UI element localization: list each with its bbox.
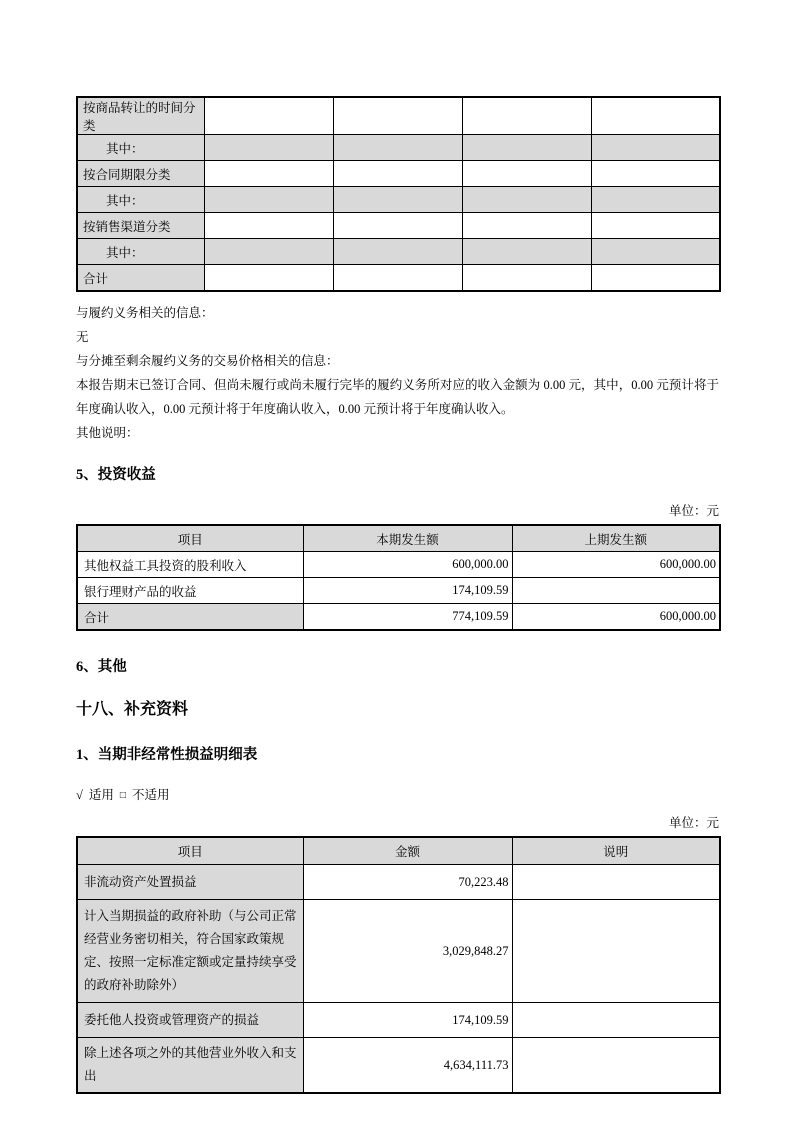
empty-cell [591,135,720,161]
table-row [77,900,720,1003]
empty-cell [204,265,333,292]
row-item: 银行理财产品的收益 [77,578,303,604]
empty-cell [204,135,333,161]
table-row [77,161,720,187]
empty-cell [204,187,333,213]
empty-cell [591,239,720,265]
table-row-total [77,604,720,631]
empty-cell [333,187,462,213]
current-amount-total: 774,109.59 [303,604,512,631]
remaining-obligation-paragraph: 本报告期末已签订合同、但尚未履行或尚未履行完毕的履约义务所对应的收入金额为 0.00 元，其中，0.00 元预计将于年度确认收入，0.00 元预计将于年度确认收入，0.00 元预计将于年度确认收入。 [76,378,719,416]
table-row [77,865,720,900]
empty-cell [462,97,591,135]
table-header-row [77,837,720,865]
table-row [77,135,720,161]
empty-cell [462,265,591,292]
empty-cell [333,161,462,187]
current-amount: 174,109.59 [303,578,512,604]
row-note [512,865,720,900]
empty-cell [462,187,591,213]
row-label: 按销售渠道分类 [77,213,204,239]
row-item-total: 合计 [77,604,303,631]
not-applicable-label: 不适用 [131,788,170,802]
row-amount: 70,223.48 [303,865,512,900]
row-amount: 4,634,111.73 [303,1038,512,1094]
empty-cell [204,213,333,239]
applicability-line [76,787,719,805]
empty-cell [591,161,720,187]
applicable-label: 适用 [88,788,114,802]
column-header-item: 项目 [77,525,303,552]
section-heading-others: 6、其他 [76,659,127,675]
other-note-label: 其他说明： [76,426,139,440]
row-note [512,900,720,1003]
table-row [77,265,720,292]
row-item: 计入当期损益的政府补助（与公司正常经营业务密切相关，符合国家政策规定、按照一定标准定额或定量持续享受的政府补助除外） [77,900,303,1003]
empty-cell [462,239,591,265]
row-note [512,1003,720,1038]
empty-cell [591,213,720,239]
empty-cell [204,239,333,265]
table-row [77,239,720,265]
unit-label: 单位：元 [668,504,719,518]
row-item: 非流动资产处置损益 [77,865,303,900]
investment-income-table [76,524,721,631]
remaining-obligation-label: 与分摊至剩余履约义务的交易价格相关的信息： [76,354,339,368]
current-amount: 600,000.00 [303,552,512,578]
empty-cell [462,135,591,161]
table-row [77,1003,720,1038]
empty-cell [333,239,462,265]
prior-amount: 600,000.00 [512,552,720,578]
table-header-row [77,525,720,552]
column-header-amount: 金额 [303,837,512,865]
row-label: 其中： [77,135,204,161]
column-header-current-period: 本期发生额 [303,525,512,552]
prior-amount [512,578,720,604]
row-item: 其他权益工具投资的股利收入 [77,552,303,578]
column-header-item: 项目 [77,837,303,865]
row-amount: 174,109.59 [303,1003,512,1038]
row-item: 除上述各项之外的其他营业外收入和支出 [77,1038,303,1094]
column-header-prior-period: 上期发生额 [512,525,720,552]
empty-cell [204,97,333,135]
empty-cell [462,213,591,239]
table-row [77,187,720,213]
empty-cell [462,161,591,187]
page-content [76,96,719,1094]
table-row [77,97,720,135]
empty-cell [333,213,462,239]
column-header-note: 说明 [512,837,720,865]
row-label: 其中： [77,187,204,213]
applicable-check-icon: √ [76,788,83,802]
empty-cell [333,265,462,292]
obligation-info-label: 与履约义务相关的信息： [76,306,214,320]
not-applicable-checkbox-icon: □ [119,790,126,801]
table-row [77,578,720,604]
section-heading-investment-income: 5、投资收益 [76,467,156,483]
row-label-total: 合计 [77,265,204,292]
chapter-heading-supplementary: 十八、补充资料 [76,701,189,718]
row-label: 按商品转让的时间分类 [77,97,204,135]
table-row [77,552,720,578]
empty-cell [591,187,720,213]
section-heading-nonrecurring: 1、当期非经常性损益明细表 [76,747,258,763]
table-row [77,1038,720,1094]
obligation-info-none: 无 [76,330,89,344]
row-note [512,1038,720,1094]
empty-cell [591,265,720,292]
empty-cell [333,97,462,135]
empty-cell [333,135,462,161]
row-amount: 3,029,848.27 [303,900,512,1003]
empty-cell [591,97,720,135]
unit-label: 单位：元 [668,816,719,830]
empty-cell [204,161,333,187]
nonrecurring-items-table [76,836,721,1094]
table-row [77,213,720,239]
row-label: 按合同期限分类 [77,161,204,187]
row-label: 其中： [77,239,204,265]
row-item: 委托他人投资或管理资产的损益 [77,1003,303,1038]
prior-amount-total: 600,000.00 [512,604,720,631]
revenue-classification-table [76,96,721,292]
